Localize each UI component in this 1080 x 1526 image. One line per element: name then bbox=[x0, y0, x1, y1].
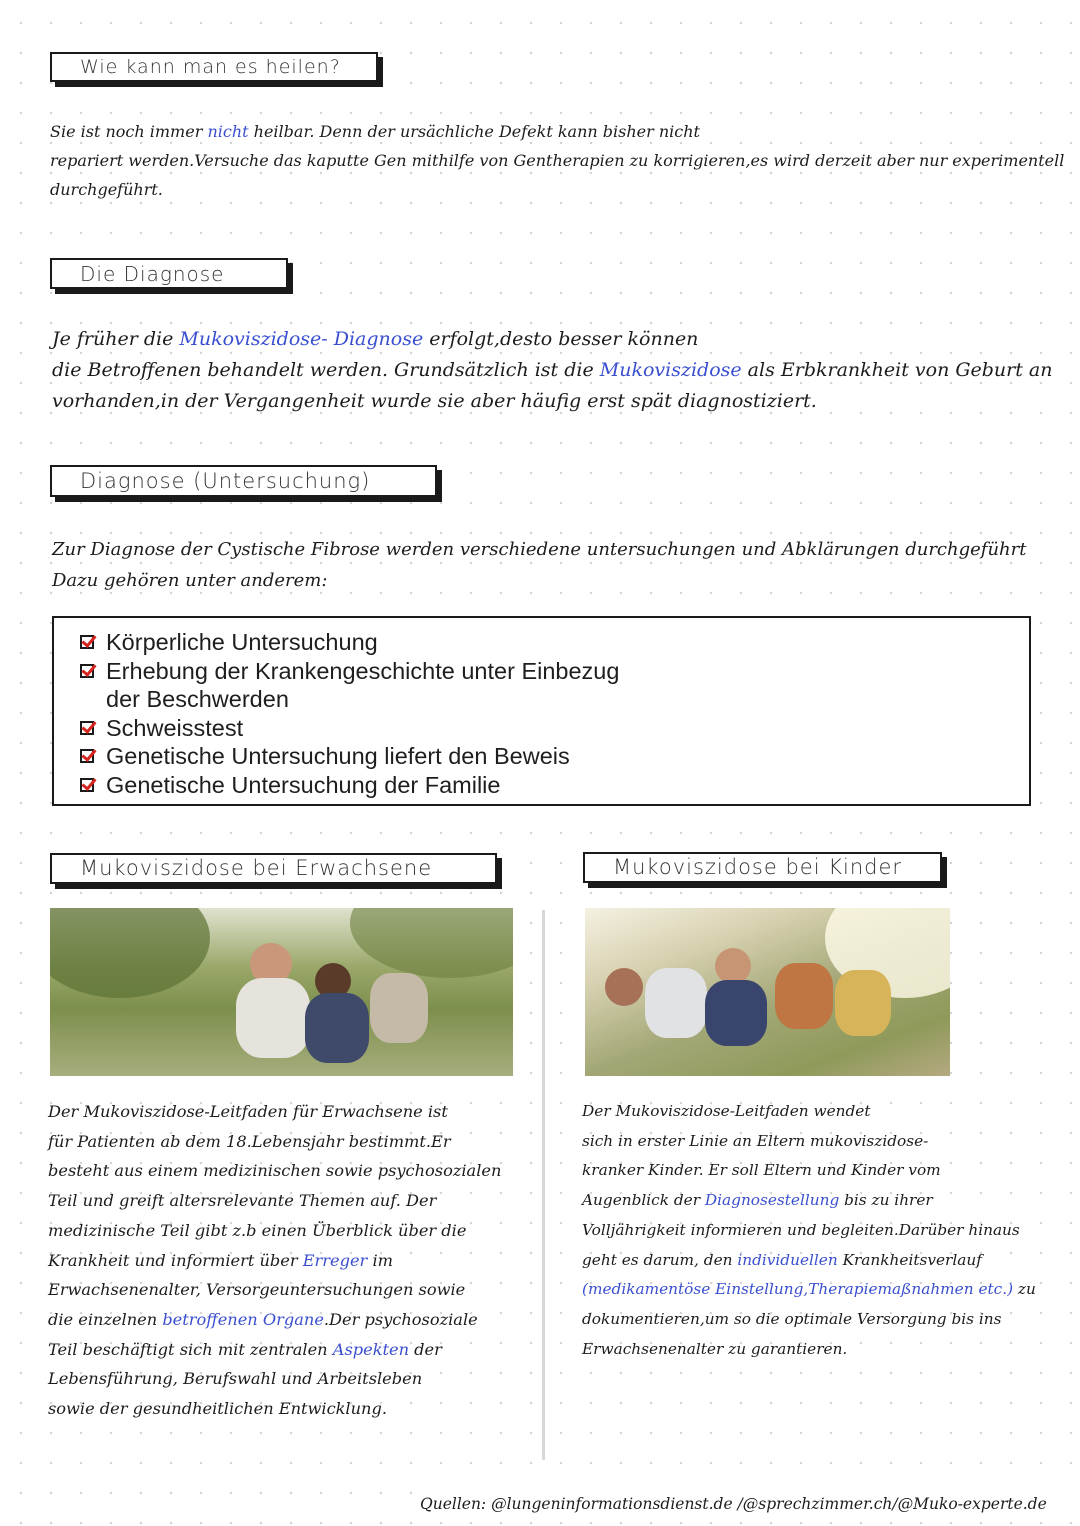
text-line bbox=[582, 1246, 1072, 1276]
child-shape-1 bbox=[605, 968, 643, 1006]
checklist-item bbox=[80, 742, 1029, 771]
text-line bbox=[582, 1186, 1072, 1216]
text-line bbox=[50, 146, 1080, 175]
text-segment: erfolgt,desto besser können bbox=[423, 328, 699, 350]
highlighted-term: nicht bbox=[207, 122, 249, 141]
heading-diagnose bbox=[50, 258, 288, 289]
heading-untersuchung bbox=[50, 465, 437, 497]
text-segment: sich in erster Linie an Eltern mukoviszidose- bbox=[582, 1131, 929, 1150]
text-line bbox=[582, 1156, 1072, 1186]
text-line bbox=[582, 1097, 1072, 1127]
checklist-items bbox=[80, 628, 1029, 799]
checklist-item bbox=[80, 657, 1029, 686]
heading-kinder-text: Mukoviszidose bei Kinder bbox=[613, 855, 903, 879]
text-segment: Dazu gehören unter anderem: bbox=[52, 570, 328, 591]
text-segment: Krankheitsverlauf bbox=[837, 1250, 982, 1269]
text-segment: Volljährigkeit informieren und begleiten.Darüber hinaus bbox=[582, 1220, 1020, 1239]
text-segment: durchgeführt. bbox=[50, 180, 163, 199]
text-line bbox=[582, 1275, 1072, 1305]
highlighted-term: betroffenen Organe bbox=[162, 1309, 324, 1329]
highlighted-term: Mukoviszidose bbox=[599, 359, 742, 381]
checkbox-checked-icon bbox=[80, 749, 94, 763]
text-segment: Der Mukoviszidose-Leitfaden wendet bbox=[582, 1102, 871, 1120]
text-segment: zu bbox=[1013, 1280, 1036, 1299]
text-segment: Lebensführung, Berufswahl und Arbeitsleben bbox=[48, 1369, 423, 1389]
text-line bbox=[48, 1364, 542, 1394]
checklist-item-label: Genetische Untersuchung der Familie bbox=[106, 771, 501, 798]
checklist-item-label: Körperliche Untersuchung bbox=[106, 629, 378, 655]
text-segment: repariert werden.Versuche das kaputte Gen mithilfe von Gentherapien zu korrigieren,es wird derzeit aber nur experimentell bbox=[50, 151, 1065, 170]
text-segment: medizinische Teil gibt z.b einen Überblick über die bbox=[48, 1220, 467, 1240]
text-line bbox=[582, 1216, 1072, 1246]
text-segment: im bbox=[367, 1250, 393, 1270]
text-line bbox=[48, 1186, 542, 1216]
text-segment: sowie der gesundheitlichen Entwicklung. bbox=[48, 1399, 387, 1419]
text-line bbox=[52, 534, 1072, 565]
checklist-item bbox=[80, 714, 1029, 743]
text-segment: heilbar. Denn der ursächliche Defekt kann bisher nicht bbox=[248, 122, 700, 141]
person-shape-2 bbox=[236, 978, 310, 1058]
text-segment: Teil und greift altersrelevante Themen auf. Der bbox=[48, 1191, 437, 1211]
text-line bbox=[48, 1127, 542, 1157]
text-segment: geht es darum, den bbox=[582, 1250, 738, 1269]
text-segment: besteht aus einem medizinischen sowie psychosozialen bbox=[48, 1161, 502, 1181]
checklist-item-label: Schweisstest bbox=[106, 714, 244, 741]
text-segment: Je früher die bbox=[52, 328, 180, 350]
tree-shape-2 bbox=[350, 908, 513, 978]
text-line bbox=[52, 565, 1072, 596]
checklist-item bbox=[80, 685, 1029, 714]
text-segment: die Betroffenen behandelt werden. Grundsätzlich ist die bbox=[52, 359, 600, 381]
checkbox-checked-icon bbox=[80, 635, 94, 649]
heading-kinder bbox=[583, 852, 942, 883]
text-segment: der bbox=[409, 1339, 442, 1359]
text-line bbox=[582, 1127, 1072, 1157]
paragraph-untersuchung bbox=[52, 534, 1072, 596]
paragraph-diagnose bbox=[52, 324, 1072, 417]
child-shape-2 bbox=[645, 968, 707, 1038]
text-segment: Erwachsenenalter zu garantieren. bbox=[582, 1339, 848, 1358]
heading-heal bbox=[50, 52, 378, 82]
text-line bbox=[48, 1156, 542, 1186]
text-line bbox=[48, 1305, 542, 1335]
text-line bbox=[50, 175, 1080, 204]
text-segment: Augenblick der bbox=[582, 1191, 705, 1210]
text-line bbox=[48, 1335, 542, 1365]
checklist-item-label: Erhebung der Krankengeschichte unter Einbezug bbox=[106, 657, 620, 684]
checklist-item bbox=[80, 771, 1029, 800]
paragraph-kinder bbox=[582, 1097, 1072, 1364]
text-line bbox=[582, 1305, 1072, 1335]
child-shape-6 bbox=[835, 970, 891, 1036]
text-segment: vorhanden,in der Vergangenheit wurde sie aber häufig erst spät diagnostiziert. bbox=[52, 390, 817, 412]
paragraph-heal bbox=[50, 117, 1080, 204]
heading-erwachsene-text: Mukoviszidose bei Erwachsene bbox=[80, 856, 433, 880]
highlighted-term: Diagnosestellung bbox=[704, 1191, 840, 1210]
text-line bbox=[582, 1335, 1072, 1365]
child-shape-3 bbox=[715, 948, 751, 984]
text-segment: Zur Diagnose der Cystische Fibrose werden verschiedene untersuchungen und Abklärungen durchgeführt bbox=[52, 539, 1027, 560]
text-line bbox=[48, 1275, 542, 1305]
text-segment: dokumentieren,um so die optimale Versorgung bis ins bbox=[582, 1309, 1002, 1328]
checkbox-checked-icon bbox=[80, 778, 94, 792]
person-shape-4 bbox=[305, 993, 369, 1063]
heading-untersuchung-text: Diagnose (Untersuchung) bbox=[80, 468, 371, 493]
text-line bbox=[52, 324, 1072, 355]
sources-text: Quellen: @lungeninformationsdienst.de /@sprechzimmer.ch/@Muko-experte.de bbox=[420, 1495, 1047, 1513]
text-segment: als Erbkrankheit von Geburt an bbox=[741, 359, 1053, 381]
text-segment: Erwachsenenalter, Versorgeuntersuchungen sowie bbox=[48, 1280, 466, 1300]
checklist-item-label: Genetische Untersuchung liefert den Beweis bbox=[106, 743, 570, 769]
text-segment: die einzelnen bbox=[48, 1309, 163, 1329]
highlighted-term: individuellen bbox=[737, 1250, 838, 1269]
text-segment: Teil beschäftigt sich mit zentralen bbox=[48, 1339, 333, 1359]
heading-diagnose-text: Die Diagnose bbox=[80, 261, 225, 286]
text-segment: Krankheit und informiert über bbox=[48, 1250, 303, 1270]
highlighted-term: Mukoviszidose- Diagnose bbox=[179, 328, 424, 350]
heading-erwachsene bbox=[50, 853, 497, 884]
diagnosis-checklist bbox=[52, 616, 1031, 806]
text-line bbox=[48, 1394, 542, 1424]
checkbox-checked-icon bbox=[80, 664, 94, 678]
checklist-item-label: der Beschwerden bbox=[106, 686, 289, 712]
text-line bbox=[48, 1246, 542, 1276]
checklist-item bbox=[80, 628, 1029, 657]
tree-shape-1 bbox=[50, 908, 210, 998]
text-segment: .Der psychosoziale bbox=[323, 1309, 478, 1329]
highlighted-term: Aspekten bbox=[332, 1339, 410, 1359]
children-photo bbox=[585, 908, 950, 1076]
text-segment: Der Mukoviszidose-Leitfaden für Erwachsene ist bbox=[48, 1102, 448, 1121]
text-line bbox=[52, 386, 1072, 417]
text-segment: bis zu ihrer bbox=[839, 1191, 933, 1210]
text-line bbox=[52, 355, 1072, 386]
adults-photo bbox=[50, 908, 513, 1076]
highlighted-term: (medikamentöse Einstellung,Therapiemaßnahmen etc.) bbox=[582, 1280, 1014, 1299]
paragraph-erwachsene bbox=[48, 1097, 542, 1424]
text-segment: für Patienten ab dem 18.Lebensjahr bestimmt.Er bbox=[48, 1131, 451, 1151]
child-shape-5 bbox=[775, 963, 833, 1029]
highlighted-term: Erreger bbox=[302, 1250, 368, 1270]
text-line bbox=[48, 1216, 542, 1246]
text-line bbox=[48, 1097, 542, 1127]
text-line bbox=[50, 117, 1080, 146]
heading-heal-text: Wie kann man es heilen? bbox=[80, 55, 341, 78]
person-shape-5 bbox=[370, 973, 428, 1043]
child-shape-4 bbox=[705, 980, 767, 1046]
checkbox-checked-icon bbox=[80, 721, 94, 735]
text-segment: Sie ist noch immer bbox=[50, 122, 208, 141]
column-divider bbox=[542, 910, 545, 1460]
text-segment: kranker Kinder. Er soll Eltern und Kinder vom bbox=[582, 1161, 941, 1180]
